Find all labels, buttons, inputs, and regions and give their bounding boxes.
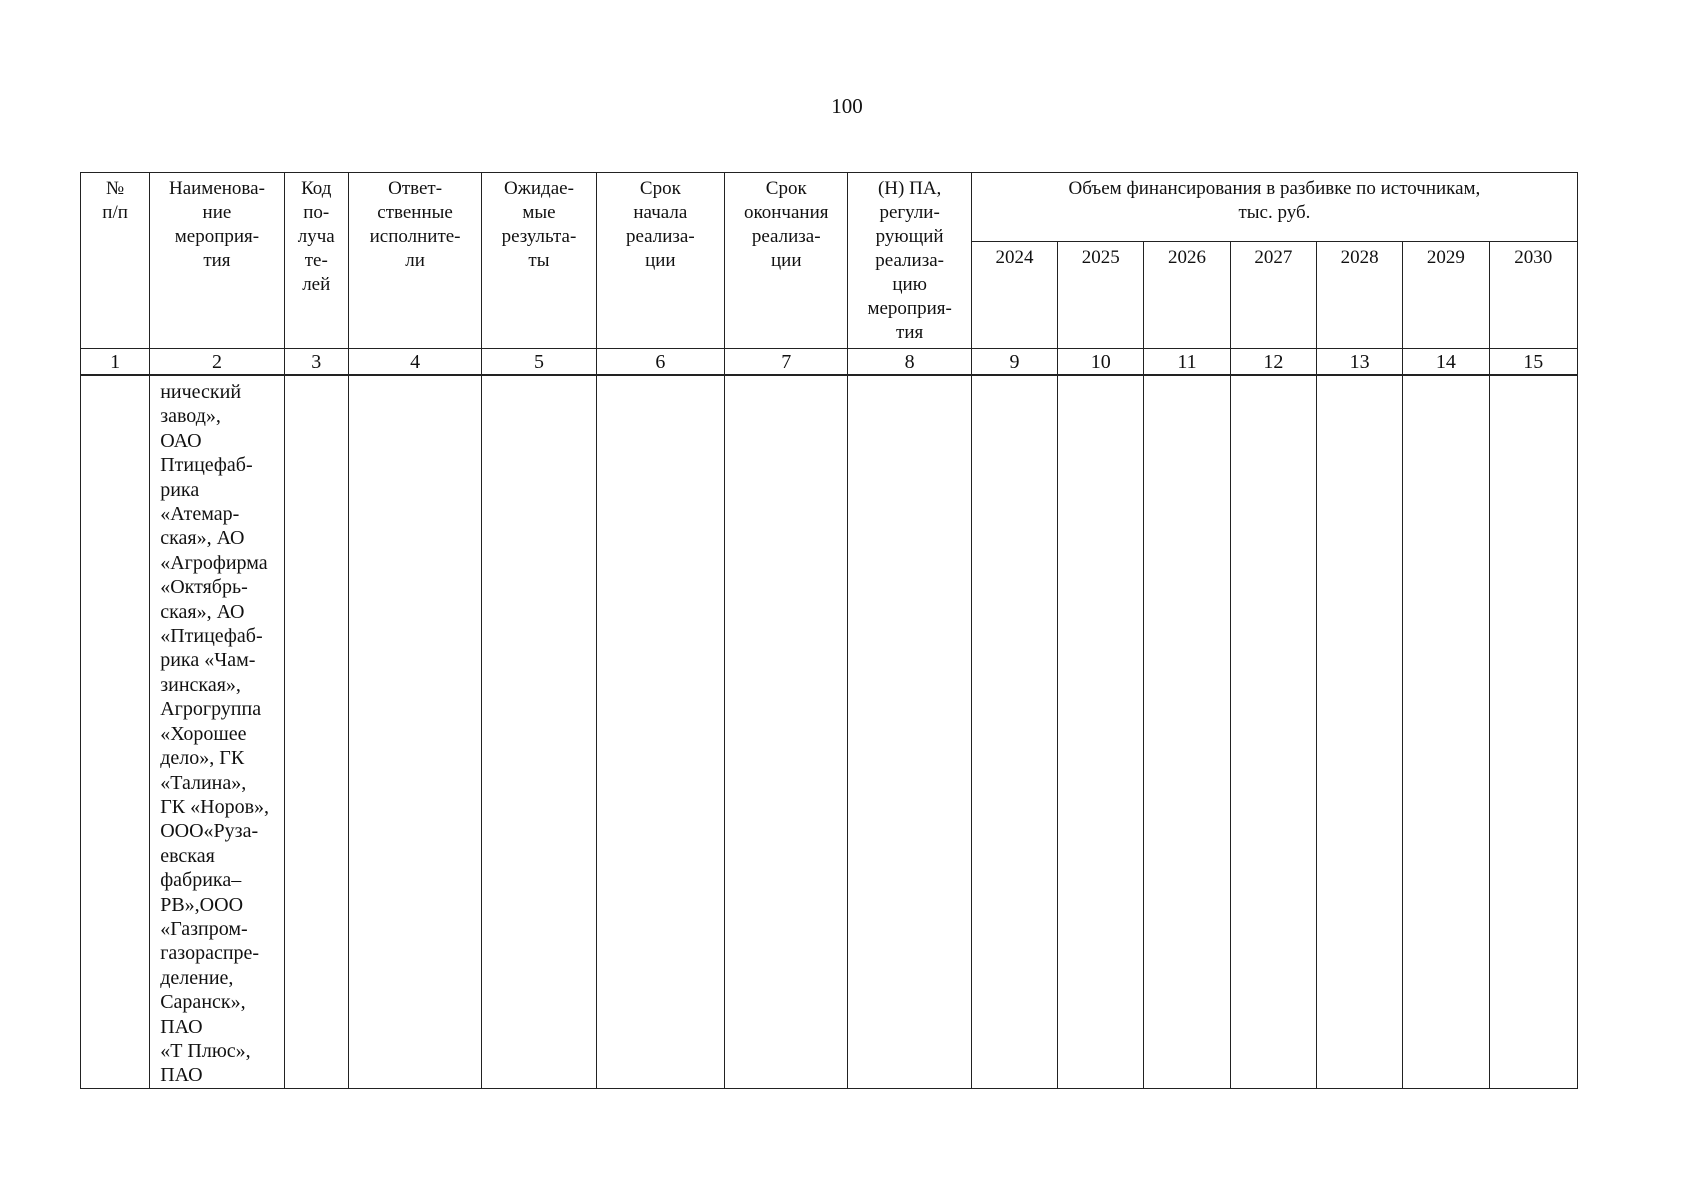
column-number: 8 bbox=[848, 349, 971, 376]
column-number: 7 bbox=[725, 349, 848, 376]
header-name: Наименова- ние мероприя- тия bbox=[150, 173, 284, 349]
table-row bbox=[81, 375, 1578, 1088]
cell-funding-2025 bbox=[1058, 375, 1144, 1088]
cell-code bbox=[284, 375, 348, 1088]
column-number: 15 bbox=[1489, 349, 1577, 376]
column-number: 1 bbox=[81, 349, 150, 376]
header-code: Код по- луча те- лей bbox=[284, 173, 348, 349]
column-number: 11 bbox=[1144, 349, 1230, 376]
cell-funding-2029 bbox=[1403, 375, 1489, 1088]
column-number: 10 bbox=[1058, 349, 1144, 376]
column-number: 4 bbox=[348, 349, 481, 376]
column-number: 12 bbox=[1230, 349, 1316, 376]
header-year: 2025 bbox=[1058, 242, 1144, 349]
header-legal-act: (Н) ПА, регули- рующий реализа- цию мероприя- тия bbox=[848, 173, 971, 349]
column-number: 6 bbox=[596, 349, 724, 376]
header-responsible: Ответ- ственные исполните- ли bbox=[348, 173, 481, 349]
page-number: 100 bbox=[831, 94, 863, 118]
cell-measure-name: нический завод», ОАО Птицефаб- рика «Атемар- ская», АО «Агрофирма «Октябрь- ская», АО «Птицефаб- рика «Чам- зинская», Агрогруппа «Хорошее дело», ГК «Талина», ГК «Норов», ООО«Руза- евская фабрика– РВ»,ООО «Газпром- газораспре- деление, Саранск», ПАО «Т Плюс», ПАО bbox=[150, 375, 284, 1088]
measures-table bbox=[80, 172, 1578, 1089]
column-number: 13 bbox=[1316, 349, 1402, 376]
column-number: 5 bbox=[482, 349, 596, 376]
column-number: 3 bbox=[284, 349, 348, 376]
cell-expected-results bbox=[482, 375, 596, 1088]
header-year: 2028 bbox=[1316, 242, 1402, 349]
cell-funding-2027 bbox=[1230, 375, 1316, 1088]
header-year: 2027 bbox=[1230, 242, 1316, 349]
column-number: 9 bbox=[971, 349, 1057, 376]
header-start-date: Срок начала реализа- ции bbox=[596, 173, 724, 349]
column-number-row bbox=[81, 349, 1578, 376]
header-funding: Объем финансирования в разбивке по источникам, тыс. руб. bbox=[971, 173, 1577, 242]
header-year: 2026 bbox=[1144, 242, 1230, 349]
header-year: 2030 bbox=[1489, 242, 1577, 349]
cell-num bbox=[81, 375, 150, 1088]
cell-end-date bbox=[725, 375, 848, 1088]
header-year: 2029 bbox=[1403, 242, 1489, 349]
cell-funding-2024 bbox=[971, 375, 1057, 1088]
column-number: 2 bbox=[150, 349, 284, 376]
cell-legal-act bbox=[848, 375, 971, 1088]
header-expected-results: Ожидае- мые результа- ты bbox=[482, 173, 596, 349]
cell-responsible bbox=[348, 375, 481, 1088]
cell-start-date bbox=[596, 375, 724, 1088]
cell-funding-2028 bbox=[1316, 375, 1402, 1088]
header-num: № п/п bbox=[81, 173, 150, 349]
header-year: 2024 bbox=[971, 242, 1057, 349]
header-end-date: Срок окончания реализа- ции bbox=[725, 173, 848, 349]
cell-funding-2030 bbox=[1489, 375, 1577, 1088]
cell-funding-2026 bbox=[1144, 375, 1230, 1088]
column-number: 14 bbox=[1403, 349, 1489, 376]
